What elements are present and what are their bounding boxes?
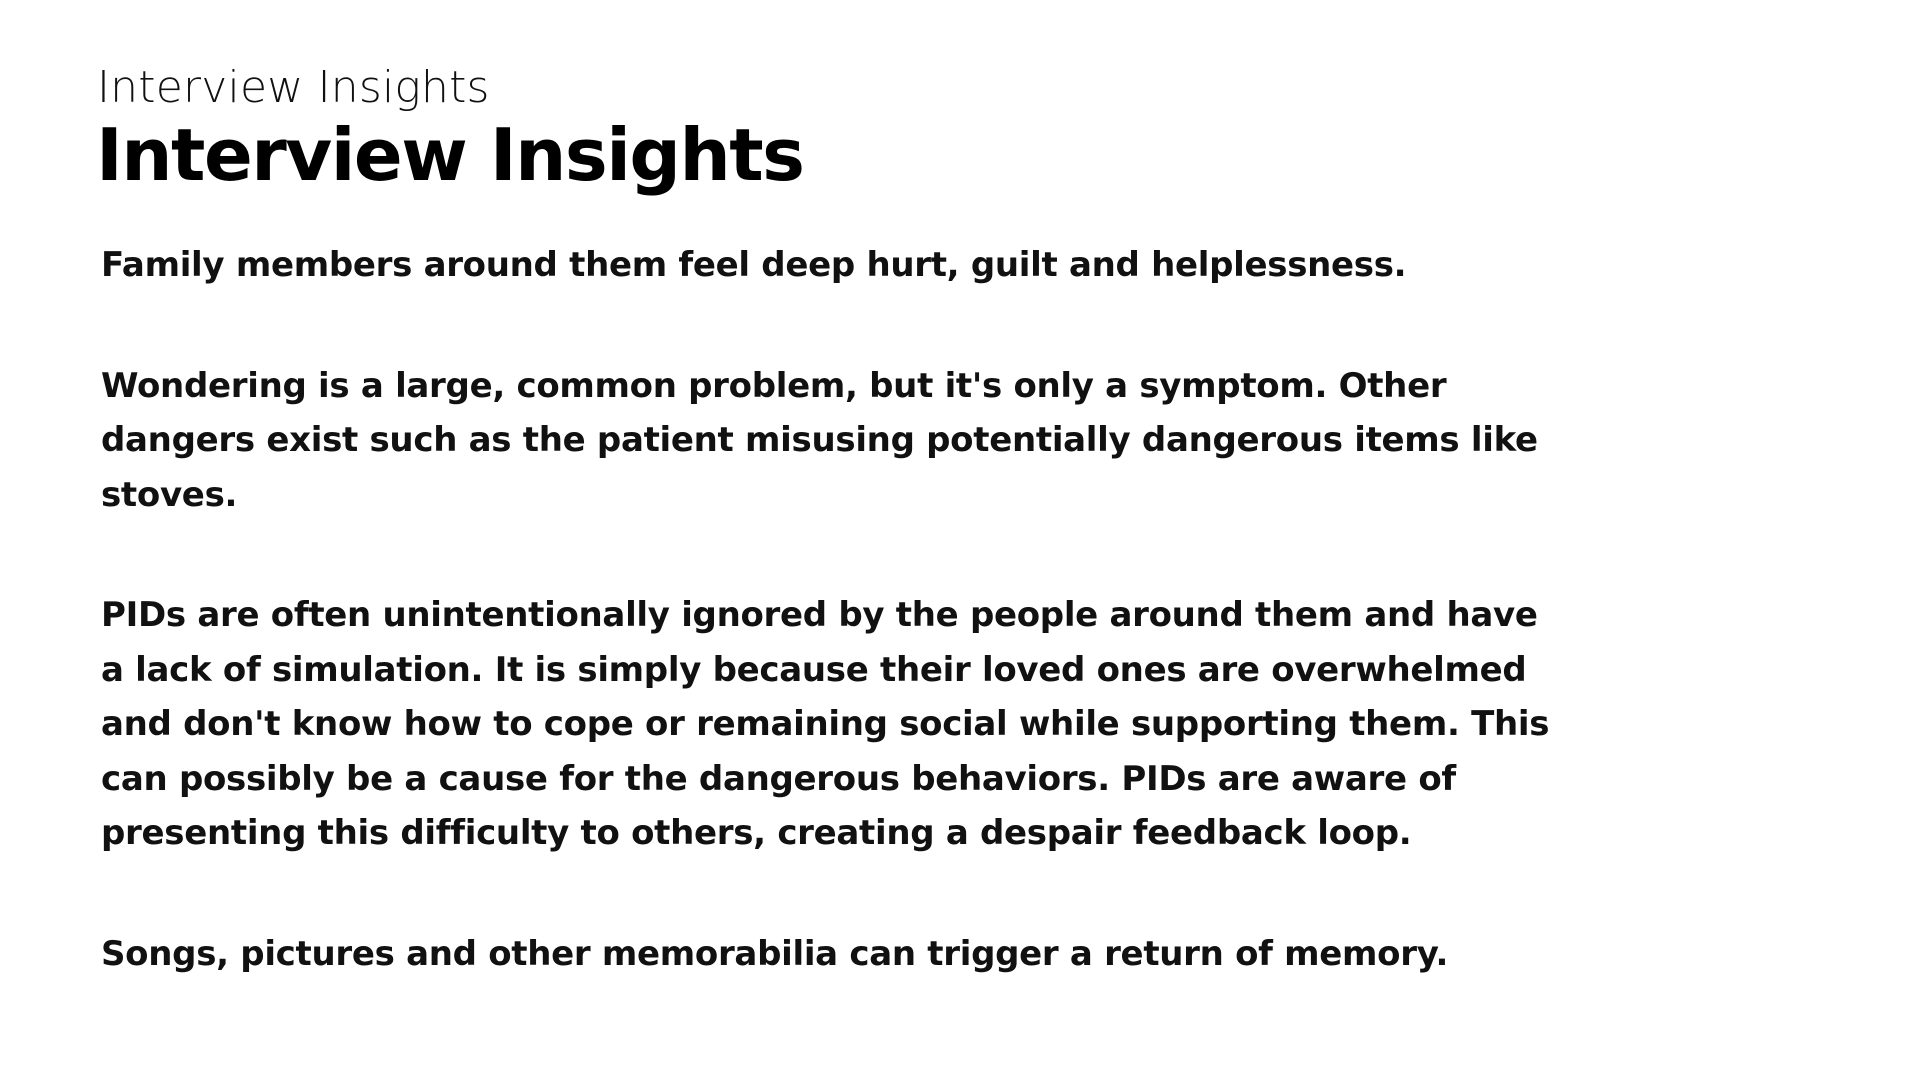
slide-title: Interview Insights [96,113,804,197]
insight-paragraph: Family members around them feel deep hurt, guilt and helplessness. [101,245,1407,285]
insight-paragraph: PIDs are often unintentionally ignored by the people around them and have a lack of simulation. It is simply because their loved ones are overwhelmed and don't know how to cope or remaining social while supporting them. This can possibly be a cause for the dangerous behaviors. PIDs are aware of presenting this difficulty to others, creating a despair feedback loop. [101,595,1550,853]
insight-paragraph: Wondering is a large, common problem, but it's only a symptom. Other dangers exist such as the patient misusing potentially dangerous items like stoves. [101,365,1538,515]
slide-body [101,238,1571,1047]
insight-paragraph: Songs, pictures and other memorabilia can trigger a return of memory. [101,933,1449,974]
slide-kicker: Interview Insights [97,62,490,113]
